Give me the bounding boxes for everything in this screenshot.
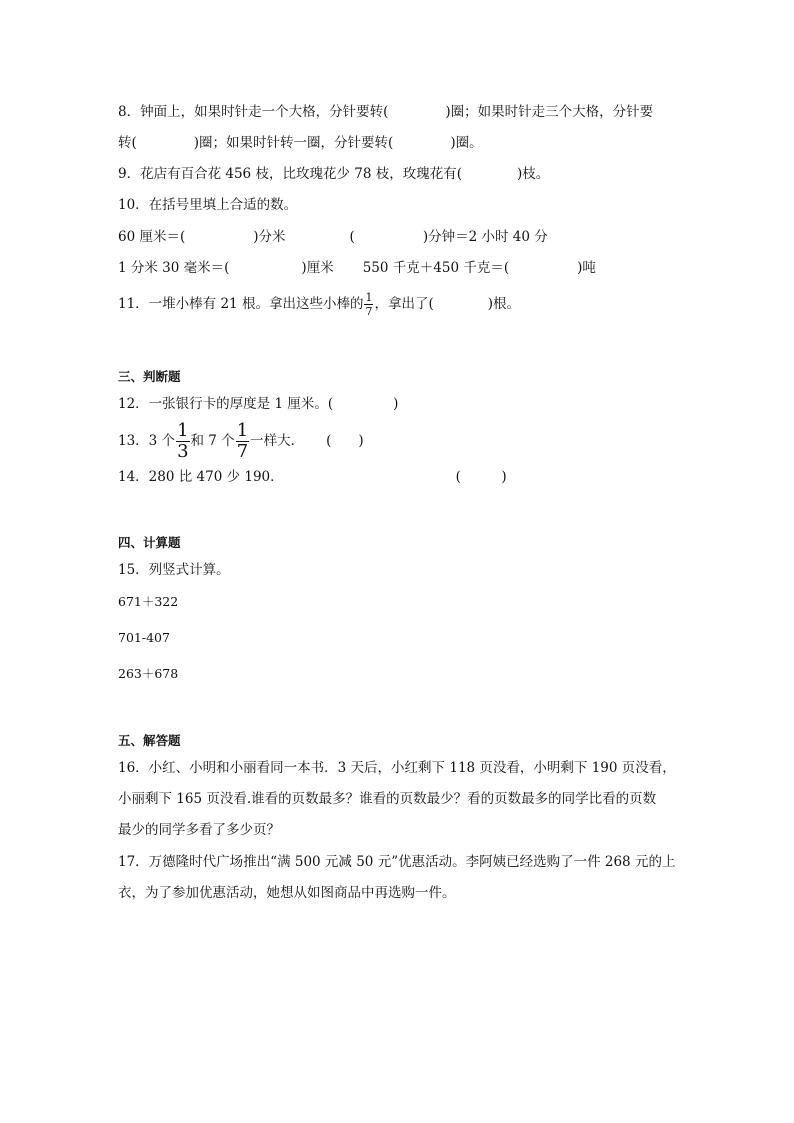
q13-text-a: 13．3 个: [118, 433, 176, 449]
q12-text-b: ): [393, 396, 399, 412]
q13-fraction-2-numerator: 1: [236, 420, 249, 441]
q9-text-b: )枝。: [516, 166, 550, 182]
q13-fraction-1-numerator: 1: [177, 420, 189, 441]
q15-expression-3: 263＋678: [118, 666, 179, 681]
q13-fraction-1-denominator: 3: [177, 441, 189, 462]
q10-r1-text-b: )分米: [253, 229, 286, 245]
q10-r2-text-a: 1 分米 30 毫米＝(: [118, 260, 230, 276]
q14-answer-brackets[interactable]: ( ): [455, 469, 507, 485]
q8-text-e: )圈。: [450, 135, 483, 151]
q15-expression-2: 701-407: [118, 630, 170, 645]
question-15-title: 15．列竖式计算。: [118, 562, 230, 578]
q17-line-1: 17．万德隆时代广场推出“满 500 元减 50 元”优惠活动。李阿姨已经选购了一件 268 元的上: [118, 854, 676, 870]
question-10-row-1: [118, 228, 548, 246]
q8-text-a: 8．钟面上，如果时针走一个大格，分针要转(: [118, 104, 389, 120]
q16-line-1: 16．小红、小明和小丽看同一本书．3 天后，小红剩下 118 页没看，小明剩下 190 页没看，: [118, 760, 676, 776]
q11-text-b: ，拿出了(: [374, 296, 434, 312]
q12-text-a: 12．一张银行卡的厚度是 1 厘米。(: [118, 396, 334, 412]
q11-text-a: 11．一堆小棒有 21 根。拿出这些小棒的: [118, 296, 364, 312]
q8-text-c: 转(: [118, 135, 137, 151]
q13-fraction-2-denominator: 7: [236, 441, 249, 462]
question-11: [118, 292, 520, 317]
q13-text-b: 和 7 个: [190, 433, 235, 449]
q10-r2-text-b: )厘米: [301, 260, 334, 276]
q10-r1-text-a: 60 厘米＝(: [118, 229, 186, 245]
section-3-heading: 三、判断题: [118, 369, 181, 384]
q15-expression-1: 671＋322: [118, 594, 179, 609]
q11-fraction: [364, 292, 373, 317]
question-12: [118, 395, 398, 413]
q9-text-a: 9．花店有百合花 456 枝，比玫瑰花少 78 枝，玫瑰花有(: [118, 166, 462, 182]
question-10-title: 10．在括号里填上合适的数。: [118, 197, 298, 213]
q13-fraction-2: [236, 422, 249, 461]
question-14: [118, 468, 507, 486]
q8-text-b: )圈；如果时针走三个大格，分针要: [445, 104, 654, 120]
q16-line-2: 小丽剩下 165 页没看.谁看的页数最多？谁看的页数最少？看的页数最多的同学比看的页数: [118, 791, 657, 807]
q10-r1-text-d: )分钟＝2 小时 40 分: [422, 229, 548, 245]
q10-r2-text-c: 550 千克＋450 千克＝(: [362, 260, 510, 276]
q13-answer-brackets[interactable]: ( ): [326, 433, 364, 449]
q13-text-c: 一样大．: [250, 433, 305, 449]
q11-fraction-denominator: 7: [365, 305, 373, 318]
q17-line-2: 衣，为了参加优惠活动，她想从如图商品中再选购一件。: [118, 885, 456, 901]
question-8-line-1: [118, 103, 653, 121]
q10-r2-text-d: )吨: [577, 260, 596, 276]
question-9: [118, 165, 549, 183]
q8-text-d: )圈；如果时针转一圈，分针要转(: [193, 135, 394, 151]
q10-r1-text-c: (: [349, 229, 355, 245]
question-10-row-2: [118, 259, 596, 277]
section-5-heading: 五、解答题: [118, 733, 181, 748]
q11-text-c: )根。: [487, 296, 521, 312]
q11-fraction-numerator: 1: [365, 291, 373, 304]
section-4-heading: 四、计算题: [118, 535, 181, 550]
q13-fraction-1: [176, 422, 189, 461]
q16-line-3: 最少的同学多看了多少页？: [118, 822, 280, 838]
question-8-line-2: [118, 134, 483, 152]
q14-text-a: 14．280 比 470 少 190．: [118, 469, 284, 485]
question-13: [118, 422, 364, 461]
